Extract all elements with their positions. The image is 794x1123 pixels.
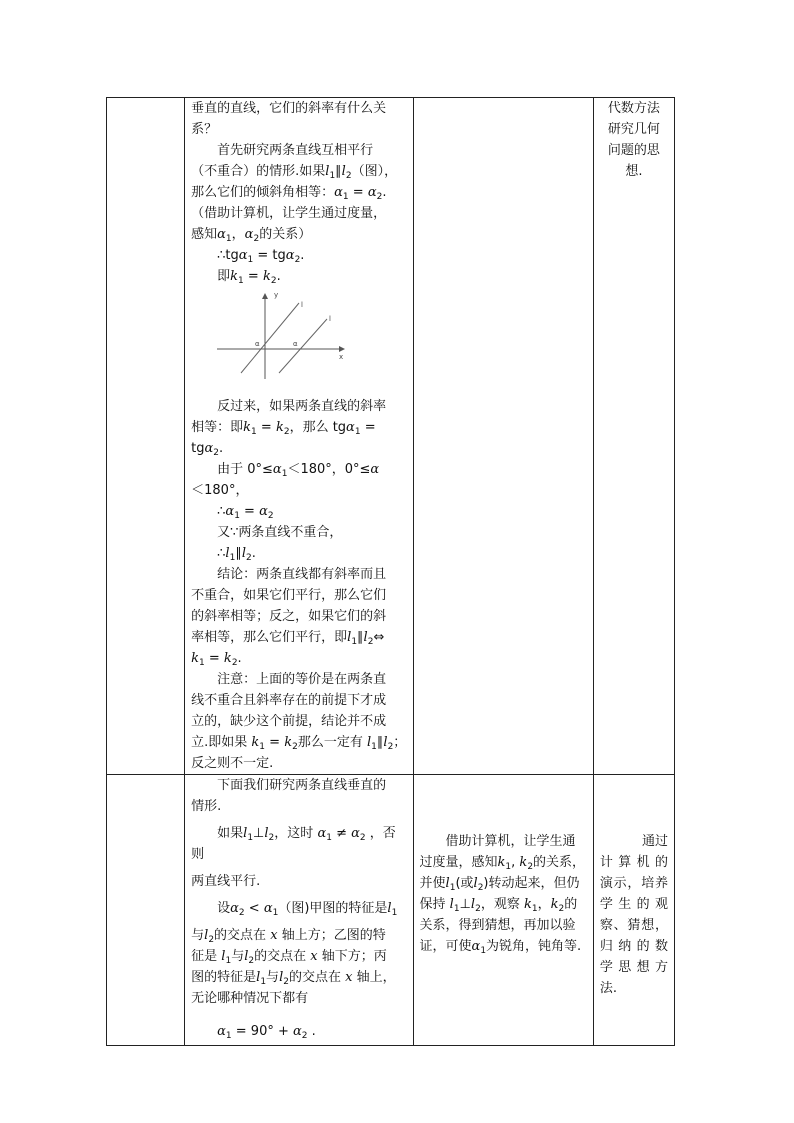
lesson-plan-table — [106, 97, 675, 1046]
text-line: 即$k_1 = k_2$. — [217, 269, 281, 286]
text-line: 下面我们研究两条直线垂直的 — [217, 778, 387, 793]
text-line: 垂直的直线，它们的斜率有什么关 — [191, 101, 387, 116]
text-line: 线不重合且斜率存在的前提下才成 — [191, 693, 387, 708]
text-line: 又∵两条直线不重合， — [217, 525, 343, 540]
text-line: 演示，培养 — [599, 876, 668, 891]
text-line: 代数方法 — [607, 101, 660, 116]
text-line: 学生的观 — [599, 897, 668, 912]
text-line: 计算机的 — [599, 855, 668, 870]
table-row — [107, 775, 675, 1046]
activity-cell-top — [413, 98, 593, 775]
svg-text:α: α — [255, 340, 260, 348]
text-line: 立的，缺少这个前提，结论并不成 — [191, 714, 387, 729]
svg-text:x: x — [339, 353, 344, 361]
text-line: $k_1 = k_2$. — [191, 651, 242, 668]
text-line: 保持 $l_1\perp l_2$，观察 $k_1$，$k_2$的 — [419, 897, 578, 914]
text-line: 立.即如果 $k_1 = k_2$那么一定有 $l_1\parallel l_2$； — [191, 735, 407, 752]
text-line: 学思想方 — [599, 960, 668, 975]
text-line: 并使$l_1$(或$l_2$)转动起来，但仍 — [419, 876, 580, 893]
text-line: 系？ — [191, 122, 218, 137]
text-line: 两直线平行. — [191, 874, 261, 889]
text-line: 反之则不一定. — [191, 756, 274, 771]
empty-cell — [107, 98, 185, 775]
empty-cell — [107, 775, 185, 1046]
text-line: 问题的思 — [607, 143, 660, 158]
svg-text:α: α — [293, 340, 298, 348]
text-line: 征是 $l_1$与$l_2$的交点在 x 轴下方；丙 — [191, 949, 387, 966]
text-line: 反过来，如果两条直线的斜率 — [217, 399, 387, 414]
text-line: 如果$l_1\perp l_2$，这时 $\alpha_1 \ne \alpha_2$ ，否则 — [191, 826, 396, 862]
text-line: 率相等，那么它们平行，即$l_1\parallel l_2\Leftrightarrow$ — [191, 630, 385, 647]
text-line: 感知$\alpha_1$，$\alpha_2$的关系） — [191, 227, 312, 244]
parallel-lines-figure — [217, 291, 407, 388]
text-line: 察、猜想， — [599, 918, 668, 933]
text-line: 想. — [625, 164, 643, 179]
text-line: 归纳的数 — [599, 939, 668, 954]
text-line: 情形. — [191, 799, 222, 814]
intent-cell-top — [593, 98, 674, 775]
text-line: 无论哪种情况下都有 — [191, 991, 309, 1006]
content-cell-parallel — [185, 98, 413, 775]
table-row — [107, 98, 675, 775]
text-line: 证，可使$\alpha_1$为锐角，钝角等. — [419, 939, 582, 956]
formula-line: $\alpha_1 = 90^\circ + \alpha_2$ . — [217, 1024, 316, 1041]
text-line: 注意：上面的等价是在两条直 — [217, 672, 387, 687]
text-line: 借助计算机，让学生通 — [445, 834, 576, 849]
text-line: ＜180°， — [191, 483, 249, 498]
text-line: $\therefore\alpha_1 = \alpha_2$ — [217, 504, 274, 521]
svg-text:l: l — [301, 301, 304, 309]
text-line: （不重合）的情形.如果$l_1\parallel l_2$（图）， — [191, 164, 398, 181]
text-line: 研究几何 — [607, 122, 660, 137]
text-line: 关系，得到猜想，再加以验 — [419, 918, 576, 933]
text-line: 过度量，感知$k_1$, $k_2$的关系， — [419, 855, 586, 872]
intent-cell-bottom — [593, 775, 674, 1046]
text-line: 图的特征是$l_1$与$l_2$的交点在 x 轴上， — [191, 970, 396, 987]
text-line: （借助计算机，让学生通过度量， — [191, 206, 387, 221]
text-line: 由于 $0^\circ\le\alpha_1<180^\circ$，0°≤α — [217, 462, 380, 479]
text-line: 与$l_2$的交点在 x 轴上方；乙图的特 — [191, 928, 386, 945]
svg-text:l: l — [329, 315, 332, 323]
text-line: 结论：两条直线都有斜率而且 — [217, 567, 387, 582]
text-line: 首先研究两条直线互相平行 — [217, 143, 374, 158]
activity-cell-bottom — [413, 775, 593, 1046]
text-line: 法. — [599, 981, 617, 996]
text-line: 设$\alpha_2 < \alpha_1$（图)甲图的特征是$l_1$ — [217, 901, 398, 918]
svg-text:y: y — [274, 291, 279, 299]
text-line: 通过 — [641, 834, 668, 849]
text-line: 相等：即$k_1 = k_2$，那么 tgα$_1$ = tgα$_2$. — [191, 420, 376, 458]
content-cell-perpendicular — [185, 775, 413, 1046]
text-line: ∴tgα$_1$ = tgα$_2$. — [217, 248, 305, 265]
parallel-lines-diagram — [217, 291, 347, 381]
text-line: 那么它们的倾斜角相等：$\alpha_1 = \alpha_2$. — [191, 185, 387, 202]
text-line: 不重合，如果它们平行，那么它们 — [191, 588, 387, 603]
text-line: $\therefore l_1\parallel l_2$. — [217, 546, 256, 563]
text-line: 的斜率相等；反之，如果它们的斜 — [191, 609, 387, 624]
